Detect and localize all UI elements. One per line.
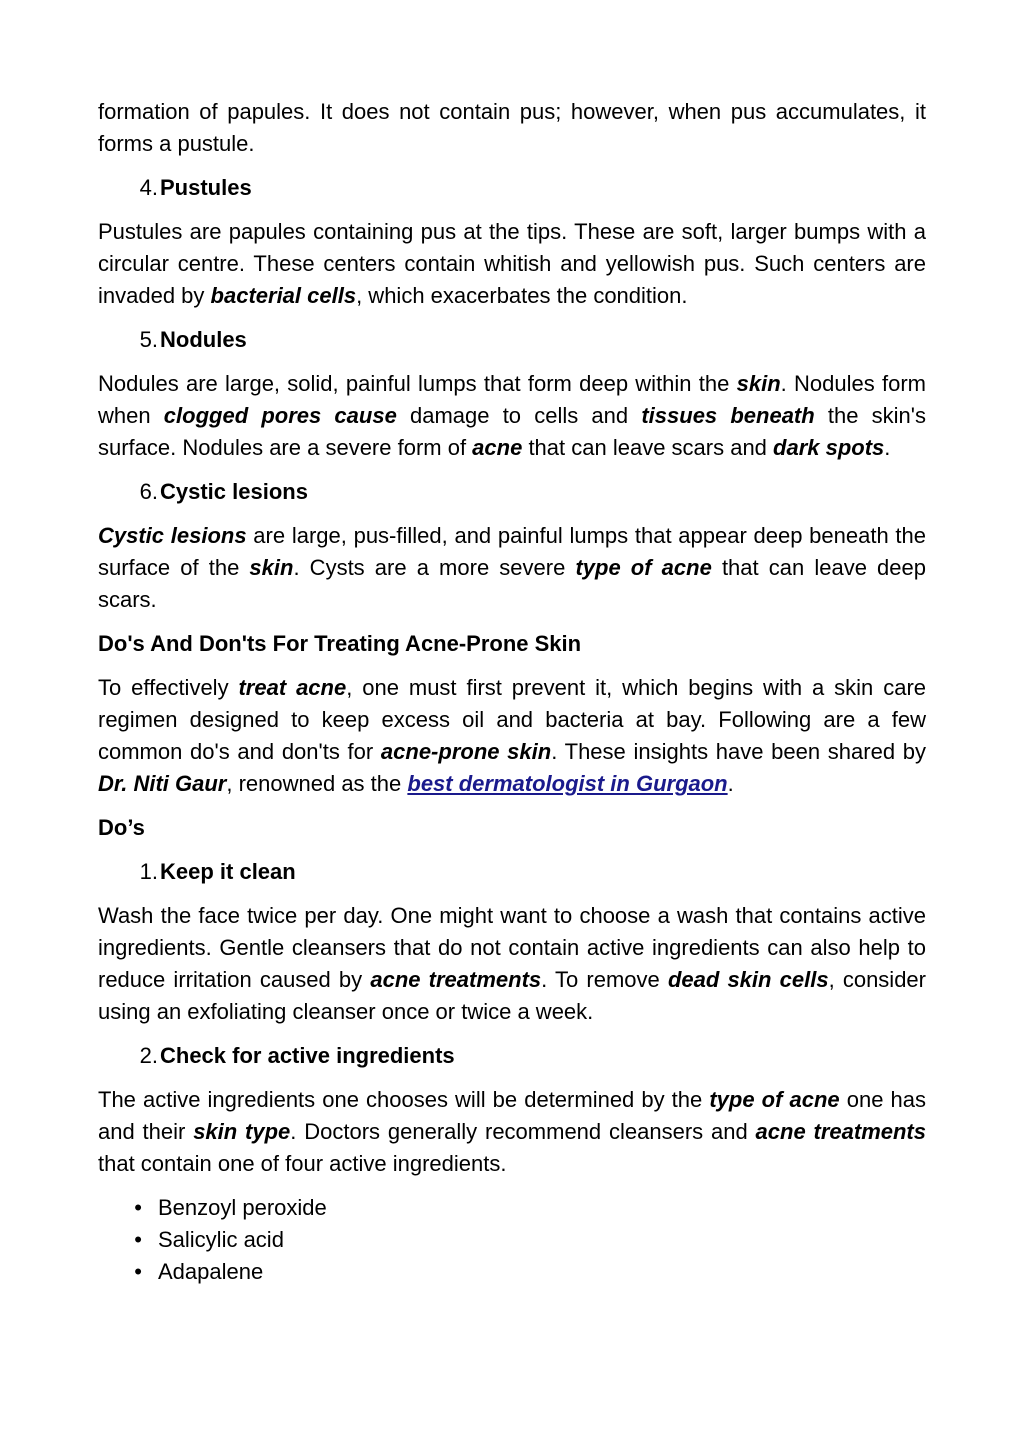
text: Wash the face twice per day. One might want to choose a wash that contains active ingredients. Gentle cleansers that do not contain active ingredients can also help to reduce irritation caused by xyxy=(98,903,926,992)
emphasis-keyword: bacterial cells xyxy=(210,283,357,308)
list-item-label: Adapalene xyxy=(158,1259,264,1284)
dos-title: Do’s xyxy=(98,815,145,840)
text: The active ingredients one chooses will be determined by the xyxy=(98,1087,710,1112)
paragraph-cystic-lesions xyxy=(98,520,926,616)
section-title: Do's And Don'ts For Treating Acne-Prone Skin xyxy=(98,631,582,656)
text: . xyxy=(727,771,734,796)
text: Nodules are large, solid, painful lumps that form deep within the xyxy=(98,371,737,396)
heading-label: Keep it clean xyxy=(160,859,296,884)
list-number: 1. xyxy=(139,859,158,884)
emphasis-keyword: clogged pores cause xyxy=(163,403,397,428)
heading-cystic-lesions xyxy=(98,476,926,508)
emphasis-keyword: skin xyxy=(249,555,294,580)
heading-label: Check for active ingredients xyxy=(160,1043,455,1068)
list-number: 2. xyxy=(139,1043,158,1068)
emphasis-keyword: tissues beneath xyxy=(641,403,815,428)
text: formation of papules. It does not contain pus; however, when pus accumulates, it forms a pustule. xyxy=(98,99,926,156)
emphasis-keyword: acne treatments xyxy=(370,967,542,992)
text: . These insights have been shared by xyxy=(551,739,926,764)
text: . xyxy=(884,435,891,460)
bullet-icon: • xyxy=(134,1227,142,1252)
text: one has and their xyxy=(98,1087,927,1144)
list-item xyxy=(98,1224,926,1256)
text: , renowned as the xyxy=(226,771,408,796)
text: the skin's surface. Nodules are a severe form of xyxy=(98,403,926,460)
heading-nodules xyxy=(98,324,926,356)
heading-pustules xyxy=(98,172,926,204)
emphasis-keyword: skin xyxy=(736,371,781,396)
heading-active-ingredients xyxy=(98,1040,926,1072)
paragraph-nodules xyxy=(98,368,926,464)
emphasis-keyword: treat acne xyxy=(238,675,347,700)
heading-label: Pustules xyxy=(160,175,252,200)
emphasis-keyword: dark spots xyxy=(773,435,885,460)
text: , consider using an exfoliating cleanser once or twice a week. xyxy=(98,967,926,1024)
bullet-icon: • xyxy=(134,1259,142,1284)
text: . Cysts are a more severe xyxy=(293,555,576,580)
paragraph-active-ingredients xyxy=(98,1084,926,1180)
paragraph-papules-continued xyxy=(98,96,926,160)
emphasis-keyword: acne xyxy=(472,435,523,460)
paragraph-dos-donts-intro xyxy=(98,672,926,800)
bullet-icon: • xyxy=(134,1195,142,1220)
heading-label: Nodules xyxy=(160,327,247,352)
list-item xyxy=(98,1192,926,1224)
text: , one must first prevent it, which begins with a skin care regimen designed to keep excess oil and bacteria at bay. Following are a few common do's and don'ts for xyxy=(98,675,926,764)
text: . Doctors generally recommend cleansers and xyxy=(290,1119,756,1144)
emphasis-keyword: Dr. Niti Gaur xyxy=(98,771,227,796)
text: Pustules are papules containing pus at the tips. These are soft, larger bumps with a circular centre. These centers contain whitish and yellowish pus. Such centers are invaded by xyxy=(98,219,926,308)
emphasis-keyword: type of acne xyxy=(709,1087,840,1112)
text: that can leave deep scars. xyxy=(98,555,926,612)
heading-keep-it-clean xyxy=(98,856,926,888)
emphasis-keyword: dead skin cells xyxy=(667,967,829,992)
list-number: 6. xyxy=(139,479,158,504)
text: To effectively xyxy=(98,675,239,700)
list-number: 4. xyxy=(139,175,158,200)
heading-label: Cystic lesions xyxy=(160,479,308,504)
text: . To remove xyxy=(541,967,668,992)
text: are large, pus-filled, and painful lumps that appear deep beneath the surface of the xyxy=(98,523,927,580)
list-number: 5. xyxy=(139,327,158,352)
list-item xyxy=(98,1256,926,1288)
paragraph-pustules xyxy=(98,216,926,312)
ingredients-list xyxy=(98,1192,926,1288)
list-item-label: Benzoyl peroxide xyxy=(158,1195,327,1220)
emphasis-keyword: acne-prone skin xyxy=(380,739,552,764)
text: damage to cells and xyxy=(396,403,642,428)
list-item-label: Salicylic acid xyxy=(158,1227,284,1252)
emphasis-keyword: skin type xyxy=(193,1119,291,1144)
text: that contain one of four active ingredients. xyxy=(98,1151,507,1176)
emphasis-keyword: Cystic lesions xyxy=(98,523,247,548)
text: . Nodules form when xyxy=(98,371,926,428)
emphasis-keyword: type of acne xyxy=(575,555,712,580)
text: that can leave scars and xyxy=(522,435,774,460)
emphasis-keyword: acne treatments xyxy=(755,1119,926,1144)
text: , which exacerbates the condition. xyxy=(356,283,688,308)
paragraph-keep-it-clean xyxy=(98,900,926,1028)
dermatologist-link[interactable]: best dermatologist in Gurgaon xyxy=(407,771,728,796)
